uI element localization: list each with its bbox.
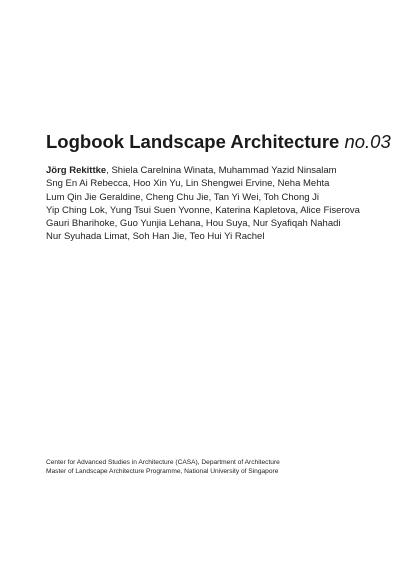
title-issue-number: no.03 <box>344 131 391 152</box>
author-line-2: Sng En Ai Rebecca, Hoo Xin Yu, Lin Shengwei Ervine, Neha Mehta <box>46 178 330 190</box>
author-line-6: Nur Syuhada Limat, Soh Han Jie, Teo Hui Yi Rachel <box>46 231 265 243</box>
author-line-1 <box>46 164 386 177</box>
institution-footer <box>46 458 280 476</box>
author-line-4: Yip Ching Lok, Yung Tsui Suen Yvonne, Katerina Kapletova, Alice Fiserova <box>46 204 360 216</box>
author-line-3: Lum Qin Jie Geraldine, Cheng Chu Jie, Tan Yi Wei, Toh Chong Ji <box>46 191 320 203</box>
author-list <box>46 164 386 244</box>
lead-author: Jörg Rekittke <box>46 165 107 176</box>
author-line-5: Gauri Bharihoke, Guo Yunjia Lehana, Hou Suya, Nur Syafiqah Nahadi <box>46 218 341 230</box>
institution-line-1: Center for Advanced Studies in Architecture (CASA), Department of Architecture <box>46 459 280 466</box>
title-main: Logbook Landscape Architecture <box>46 131 340 152</box>
institution-line-2: Master of Landscape Architecture Programme, National University of Singapore <box>46 468 279 475</box>
author-line-1-rest: , Shiela Carelnina Winata, Muhammad Yazid Ninsalam <box>106 165 337 176</box>
document-title <box>46 131 391 153</box>
